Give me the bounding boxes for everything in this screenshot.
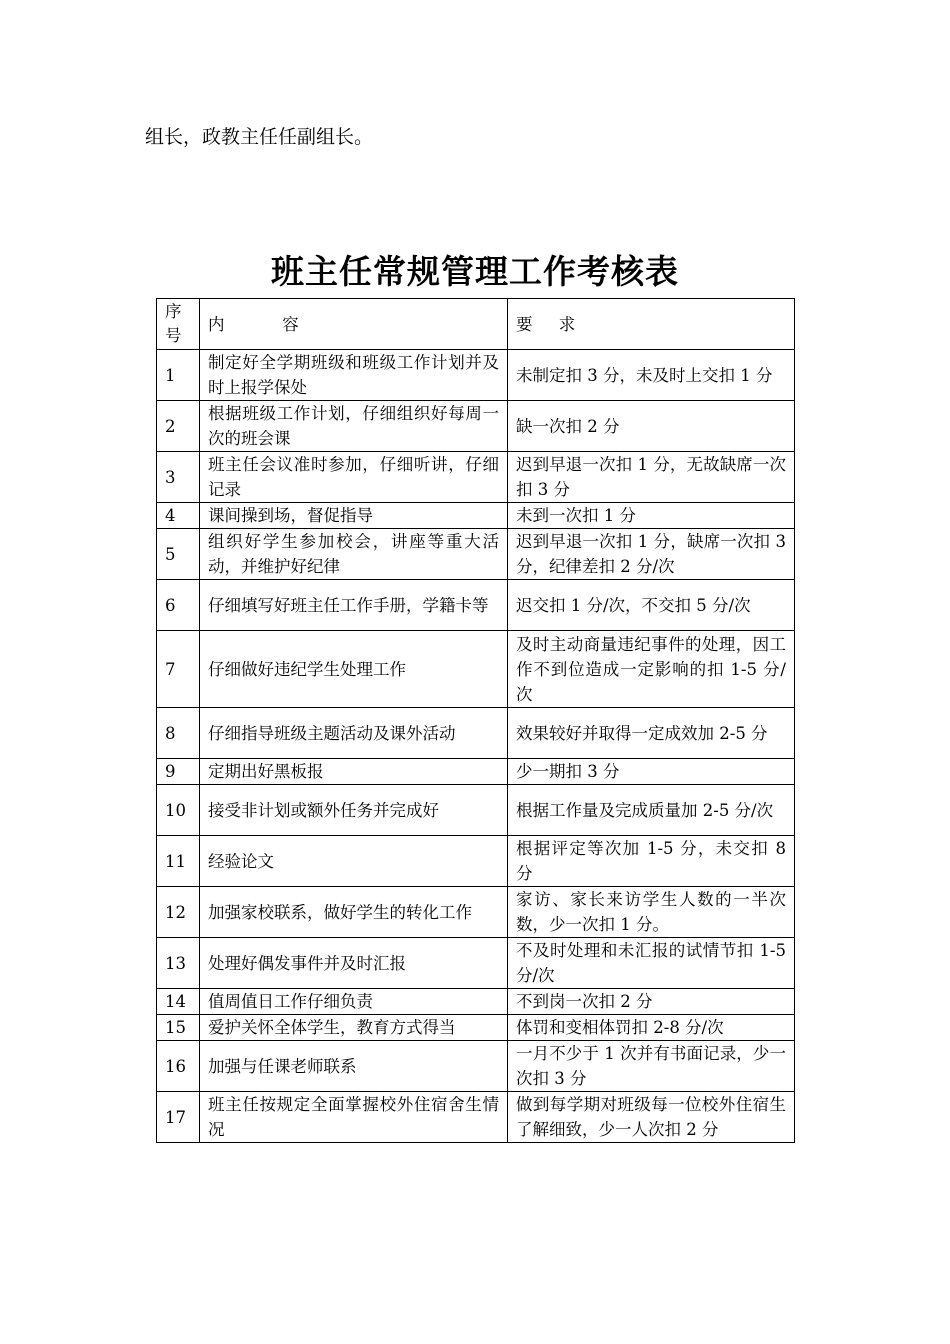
row-requirement: 不到岗一次扣 2 分 [508, 989, 795, 1015]
table-header-row [157, 299, 795, 350]
table-row [157, 1041, 795, 1092]
row-content: 加强与任课老师联系 [200, 1041, 508, 1092]
row-content: 课间操到场，督促指导 [200, 503, 508, 529]
table-row [157, 759, 795, 785]
row-requirement: 迟到早退一次扣 1 分，缺席一次扣 3 分，纪律差扣 2 分/次 [508, 529, 795, 580]
row-number: 16 [157, 1041, 200, 1092]
row-number: 13 [157, 938, 200, 989]
row-requirement: 少一期扣 3 分 [508, 759, 795, 785]
table-row [157, 580, 795, 631]
table-row [157, 1015, 795, 1041]
intro-paragraph: 组长，政教主任任副组长。 [145, 126, 374, 148]
row-content: 仔细填写好班主任工作手册，学籍卡等 [200, 580, 508, 631]
row-requirement: 体罚和变相体罚扣 2-8 分/次 [508, 1015, 795, 1041]
row-requirement: 做到每学期对班级每一位校外住宿生了解细致，少一人次扣 2 分 [508, 1092, 795, 1143]
row-content: 加强家校联系，做好学生的转化工作 [200, 887, 508, 938]
row-number: 12 [157, 887, 200, 938]
row-requirement: 根据评定等次加 1-5 分，未交扣 8 分 [508, 836, 795, 887]
row-content: 爱护关怀全体学生，教育方式得当 [200, 1015, 508, 1041]
row-content: 接受非计划或额外任务并完成好 [200, 785, 508, 836]
table-row [157, 631, 795, 708]
row-number: 1 [157, 350, 200, 401]
row-content: 仔细做好违纪学生处理工作 [200, 631, 508, 708]
row-number: 5 [157, 529, 200, 580]
header-requirement-label: 要 求 [516, 314, 576, 334]
row-requirement: 及时主动商量违纪事件的处理，因工作不到位造成一定影响的扣 1-5 分/次 [508, 631, 795, 708]
assessment-table [156, 298, 795, 1143]
row-requirement: 家访、家长来访学生人数的一半次数，少一次扣 1 分。 [508, 887, 795, 938]
row-requirement: 缺一次扣 2 分 [508, 401, 795, 452]
row-content: 组织好学生参加校会，讲座等重大活动，并维护好纪律 [200, 529, 508, 580]
row-content: 经验论文 [200, 836, 508, 887]
table-row [157, 887, 795, 938]
row-content: 根据班级工作计划，仔细组织好每周一次的班会课 [200, 401, 508, 452]
row-number: 2 [157, 401, 200, 452]
row-number: 8 [157, 708, 200, 759]
table-row [157, 529, 795, 580]
row-number: 3 [157, 452, 200, 503]
table-row [157, 938, 795, 989]
document-title: 班主任常规管理工作考核表 [271, 252, 679, 291]
row-content: 值周值日工作仔细负责 [200, 989, 508, 1015]
row-number: 17 [157, 1092, 200, 1143]
row-content: 处理好偶发事件并及时汇报 [200, 938, 508, 989]
row-number: 14 [157, 989, 200, 1015]
row-number: 7 [157, 631, 200, 708]
row-number: 6 [157, 580, 200, 631]
header-content-label: 内 容 [208, 314, 299, 334]
row-number: 11 [157, 836, 200, 887]
table-row [157, 836, 795, 887]
header-requirement [508, 299, 795, 350]
row-content: 仔细指导班级主题活动及课外活动 [200, 708, 508, 759]
row-number: 9 [157, 759, 200, 785]
row-requirement: 根据工作量及完成质量加 2-5 分/次 [508, 785, 795, 836]
row-number: 10 [157, 785, 200, 836]
row-content: 制定好全学期班级和班级工作计划并及时上报学保处 [200, 350, 508, 401]
row-requirement: 一月不少于 1 次并有书面记录，少一次扣 3 分 [508, 1041, 795, 1092]
row-number: 15 [157, 1015, 200, 1041]
table-row [157, 350, 795, 401]
row-requirement: 迟交扣 1 分/次，不交扣 5 分/次 [508, 580, 795, 631]
row-number: 4 [157, 503, 200, 529]
row-content: 定期出好黑板报 [200, 759, 508, 785]
table-row [157, 785, 795, 836]
row-requirement: 未到一次扣 1 分 [508, 503, 795, 529]
header-seq [157, 299, 200, 350]
table-row [157, 452, 795, 503]
table-row [157, 708, 795, 759]
header-content [200, 299, 508, 350]
row-requirement: 迟到早退一次扣 1 分，无故缺席一次扣 3 分 [508, 452, 795, 503]
row-requirement: 效果较好并取得一定成效加 2-5 分 [508, 708, 795, 759]
row-requirement: 未制定扣 3 分，未及时上交扣 1 分 [508, 350, 795, 401]
row-content: 班主任按规定全面掌握校外住宿舍生情况 [200, 1092, 508, 1143]
table-row [157, 1092, 795, 1143]
table-row [157, 401, 795, 452]
table-row [157, 989, 795, 1015]
row-content: 班主任会议准时参加，仔细听讲，仔细记录 [200, 452, 508, 503]
header-seq-label: 序号 [165, 302, 182, 345]
row-requirement: 不及时处理和未汇报的试情节扣 1-5 分/次 [508, 938, 795, 989]
table-row [157, 503, 795, 529]
